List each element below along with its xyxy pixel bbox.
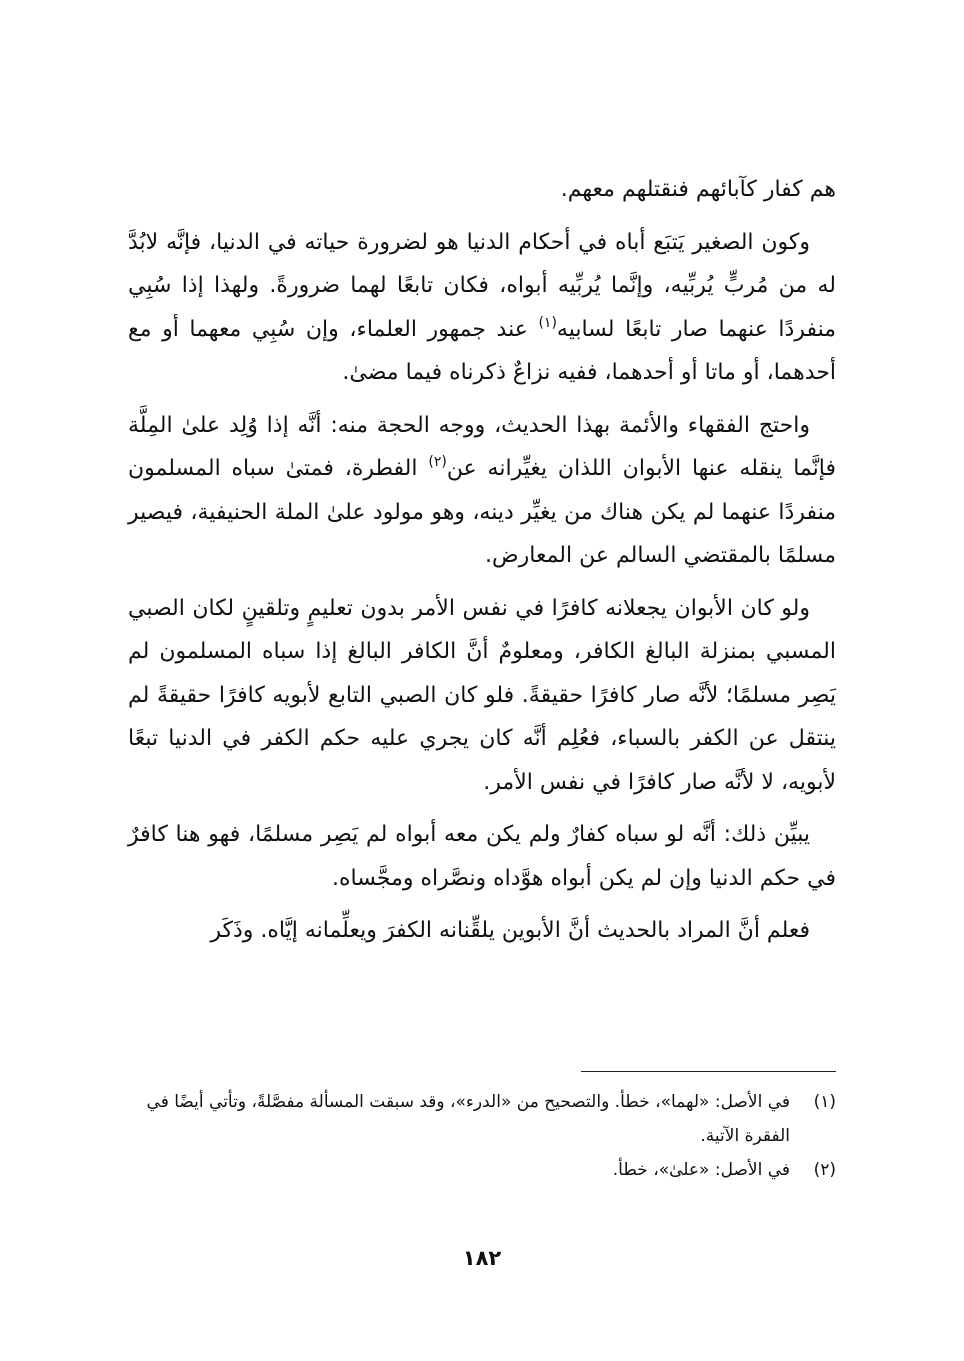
paragraph-clarification: يبيِّن ذلك: أنَّه لو سباه كفارٌ ولم يكن معه أبواه لم يَصِر مسلمًا، فهو هنا كافرٌ في حكم الدنيا وإن لم يكن أبواه هوَّداه ونصَّراه ومجَّساه. [128, 822, 836, 891]
paragraph-parents-make-disbeliever: ولو كان الأبوان يجعلانه كافرًا في نفس الأمر بدون تعليمٍ وتلقينٍ لكان الصبي المسبي بمنزلة البالغ الكافر، ومعلومٌ أنَّ الكافر البالغ إذا سباه المسلمون لم يَصِر مسلمًا؛ لأنَّه صار كافرًا حقيقةً. فلو كان الصبي التابع لأبويه كافرًا حقيقةً لم ينتقل عن الكفر بالسباء، فعُلِم أنَّه كان يجري عليه حكم الكفر في الدنيا تبعًا لأبويه، لا لأنَّه صار كافرًا في نفس الأمر. [128, 595, 836, 795]
page-number: ١٨٢ [462, 1246, 502, 1270]
footnote-2 [128, 1153, 836, 1187]
footnote-text: في الأصل: «لهما»، خطأ. والتصحيح من «الدرء»، وقد سبقت المسألة مفصَّلةً، وتأتي أيضًا في الفقرة الآتية. [146, 1092, 790, 1146]
footnotes-section [128, 1085, 836, 1187]
footnote-reference-2[interactable]: (٢) [428, 454, 447, 470]
paragraph-jurists-argument [128, 404, 836, 578]
paragraph-young-follows-father [128, 221, 836, 395]
footnote-number: (٢) [813, 1160, 836, 1180]
footnote-divider [581, 1071, 836, 1072]
main-text-body [128, 168, 836, 962]
paragraph-text: الفطرة، فمتىٰ سباه المسلمون منفردًا عنهما لم يكن هناك من يغيِّر دينه، وهو مولود علىٰ الملة الحنيفية، فيصير مسلمًا بالمقتضي السالم عن المعارض. [128, 456, 836, 568]
paragraph-continuation: هم كفار كآبائهم فنقتلهم معهم. [560, 177, 836, 202]
footnote-text: في الأصل: «علىٰ»، خطأ. [612, 1160, 790, 1180]
footnote-1 [128, 1085, 836, 1153]
paragraph-text: واحتج الفقهاء والأئمة بهذا الحديث، ووجه الحجة منه: أنَّه إذا وُلِد علىٰ المِلَّة فإنَّما ينقله عنها الأبوان اللذان يغيِّرانه عن [128, 412, 836, 481]
footnote-reference-1[interactable]: (١) [538, 314, 557, 331]
paragraph-conclusion: فعلم أنَّ المراد بالحديث أنَّ الأبوين يلقِّنانه الكفرَ ويعلِّمانه إيَّاه. وذَكَر [210, 918, 810, 943]
paragraph-text: وكون الصغير يَتبَع أباه في أحكام الدنيا هو لضرورة حياته في الدنيا، فإنَّه لابُدَّ له من مُربٍّ يُربِّيه، وإنَّما يُربِّيه أبواه، فكان تابعًا لهما ضرورةً. ولهذا إذا سُبِي منفردًا عنهما صار تابعًا لسابيه [128, 229, 836, 342]
footnote-number: (١) [813, 1092, 836, 1112]
paragraph-text: عند جمهور العلماء، وإن سُبِي معهما أو مع أحدهما، أو ماتا أو أحدهما، ففيه نزاعٌ ذكرناه فيما مضىٰ. [128, 316, 836, 385]
